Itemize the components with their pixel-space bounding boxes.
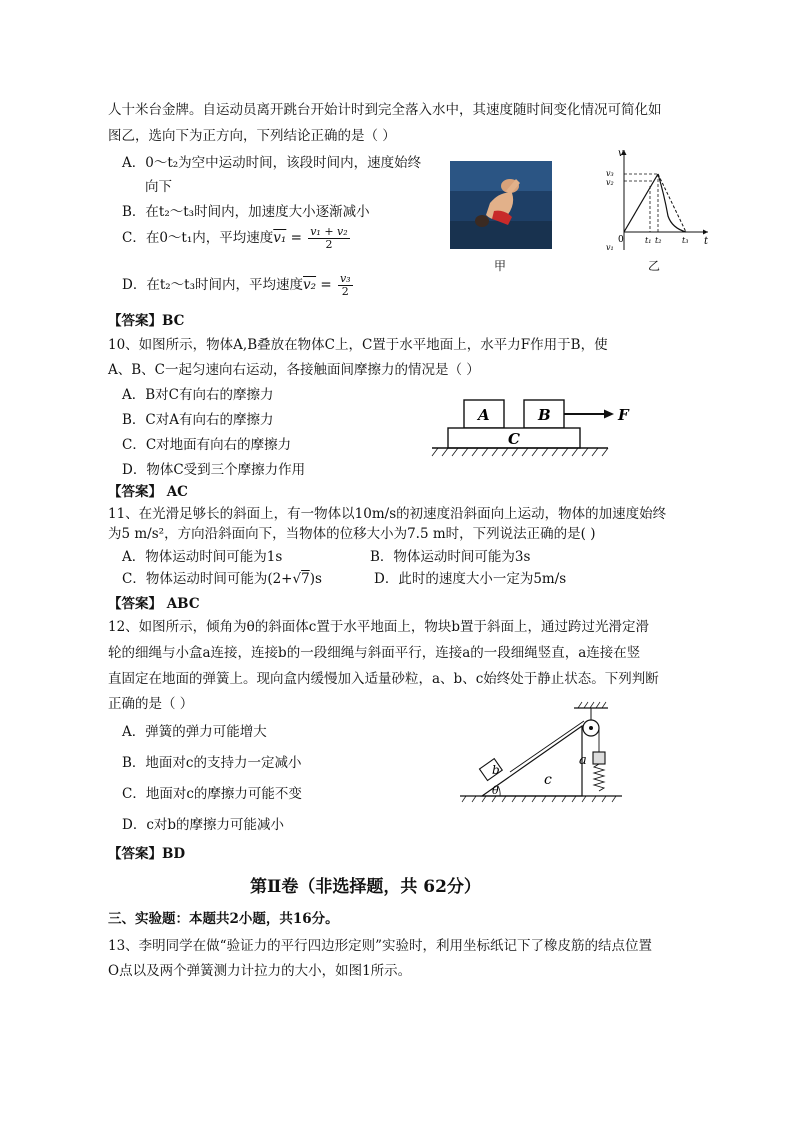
- vt-graph: [600, 146, 712, 262]
- block-b-label-small: b: [492, 763, 500, 777]
- q9-stem-line2: 图乙，选向下为正方向，下列结论正确的是（ ）: [108, 128, 396, 144]
- vt-label-v1: v₁: [606, 243, 614, 252]
- q9-option-d-prefix: D．在t₂～t₃时间内，平均速度: [122, 277, 303, 293]
- q10-line1: 10、如图所示，物体A,B叠放在物体C上，C置于水平地面上，水平力F作用于B，使: [108, 337, 608, 353]
- q11-option-c-radicand: 7: [301, 571, 310, 587]
- q13-line1: 13、李明同学在做“验证力的平行四边形定则”实验时，利用坐标纸记下了橡皮筋的结点位置: [108, 938, 652, 954]
- q12-line2: 轮的细绳与小盒a连接，连接b的一段细绳与斜面平行，连接a的一段细绳竖直，a连接在竖: [108, 645, 641, 661]
- q10-option-a: A．B对C有向右的摩擦力: [122, 387, 274, 403]
- q9-option-c-fraction: $\frac{\text{v₁ + v₂}}{2}$: [310, 225, 348, 251]
- vt-label-t2: t₂: [655, 236, 662, 245]
- section-heading: 三、实验题：本题共2小题，共16分。: [108, 911, 339, 927]
- q12-option-c: C．地面对c的摩擦力可能不变: [122, 786, 302, 802]
- q10-answer: 【答案】 AC: [108, 484, 188, 500]
- q11-option-b: B．物体运动时间可能为3s: [370, 549, 531, 565]
- q12-option-a: A．弹簧的弹力可能增大: [122, 724, 267, 740]
- q11-option-d: D．此时的速度大小一定为5m/s: [374, 571, 567, 587]
- q11-option-c-suffix: )s: [309, 571, 322, 587]
- q10-line2: A、B、C一起匀速向右运动，各接触面间摩擦力的情况是（ ）: [108, 362, 480, 378]
- theta-label: θ: [492, 784, 499, 797]
- q12-line3: 直固定在地面的弹簧上。现向盒内缓慢加入适量砂粒，a、b、c始终处于静止状态。下列判断: [108, 671, 659, 687]
- q9-option-d-fraction: $\frac{\text{v₃}}{2}$: [339, 272, 351, 298]
- q12-line1: 12、如图所示，倾角为θ的斜面体c置于水平地面上，物块b置于斜面上，通过跨过光滑定滑: [108, 619, 650, 635]
- sqrt-symbol: √: [292, 571, 302, 587]
- incline-figure: [458, 700, 628, 814]
- diver-photo: [450, 161, 552, 249]
- vt-label-t3: t₃: [682, 236, 689, 245]
- vt-label-v2: v₂: [606, 178, 614, 187]
- q9-option-d-var: v₂: [303, 277, 317, 293]
- q12-option-d: D．c对b的摩擦力可能减小: [122, 817, 285, 833]
- q11-answer: 【答案】 ABC: [108, 596, 200, 612]
- q12-option-b: B．地面对c的支持力一定减小: [122, 755, 302, 771]
- section-title: 第Ⅱ卷（非选择题，共 62分）: [250, 877, 481, 897]
- block-a-label: A: [478, 406, 490, 424]
- blocks-figure: [428, 394, 648, 464]
- box-a: [593, 752, 605, 764]
- q11-option-c-prefix: C．物体运动时间可能为(2+: [122, 571, 293, 587]
- vt-label-v3: v₃: [606, 169, 614, 178]
- q11-line2: 为5 m/s²，方向沿斜面向下，当物体的位移大小为7.5 m时，下列说法正确的是( ): [108, 526, 596, 542]
- block-c-label: C: [508, 430, 520, 448]
- q9-option-b: B．在t₂～t₃时间内，加速度大小逐渐减小: [122, 204, 370, 220]
- q11-option-c: [122, 567, 322, 587]
- block-b-label: B: [538, 406, 551, 424]
- q13-line2: O点以及两个弹簧测力计拉力的大小，如图1所示。: [108, 963, 412, 979]
- figure-jia-caption: 甲: [494, 259, 507, 273]
- q9-option-a-line1: A．0～t₂为空中运动时间，该段时间内，速度始终: [122, 155, 422, 171]
- q9-answer: 【答案】BC: [108, 313, 185, 329]
- vt-line-rise: [624, 174, 658, 232]
- spring: [594, 764, 604, 791]
- q10-option-b: B．C对A有向右的摩擦力: [122, 412, 274, 428]
- q9-option-c-prefix: C．在0～t₁内，平均速度: [122, 230, 274, 246]
- vt-label-t: t: [704, 236, 709, 247]
- q9-option-c: C．在0～t₁内，平均速度v₁ = $\frac{\text{v₁ + v₂}}{2}$: [122, 225, 348, 251]
- box-a-label: a: [579, 753, 587, 768]
- q10-option-c: C．C对地面有向右的摩擦力: [122, 437, 292, 453]
- q11-line1: 11、在光滑足够长的斜面上，有一物体以10m/s的初速度沿斜面向上运动，物体的加速度始终: [108, 506, 667, 522]
- figure-yi-caption: 乙: [648, 259, 661, 273]
- vt-label-origin: 0: [618, 235, 624, 245]
- q12-answer: 【答案】BD: [108, 846, 186, 862]
- q12-line4: 正确的是（ ）: [108, 696, 194, 712]
- force-label: F: [618, 406, 629, 424]
- incline-c-label: c: [544, 772, 552, 788]
- q10-option-d: D．物体C受到三个摩擦力作用: [122, 462, 306, 478]
- q9-option-a-line2: 向下: [145, 179, 172, 195]
- q9-option-c-var: v₁: [273, 230, 287, 246]
- q9-stem-line1: 人十米台金牌。自运动员离开跳台开始计时到完全落入水中，其速度随时间变化情况可简化如: [108, 102, 662, 118]
- vt-label-v: v: [618, 148, 624, 159]
- q9-option-d: D．在t₂～t₃时间内，平均速度v₂ = $\frac{\text{v₃}}{2}$: [122, 272, 351, 298]
- vt-label-t1: t₁: [645, 236, 652, 245]
- q11-option-a: A．物体运动时间可能为1s: [122, 549, 283, 565]
